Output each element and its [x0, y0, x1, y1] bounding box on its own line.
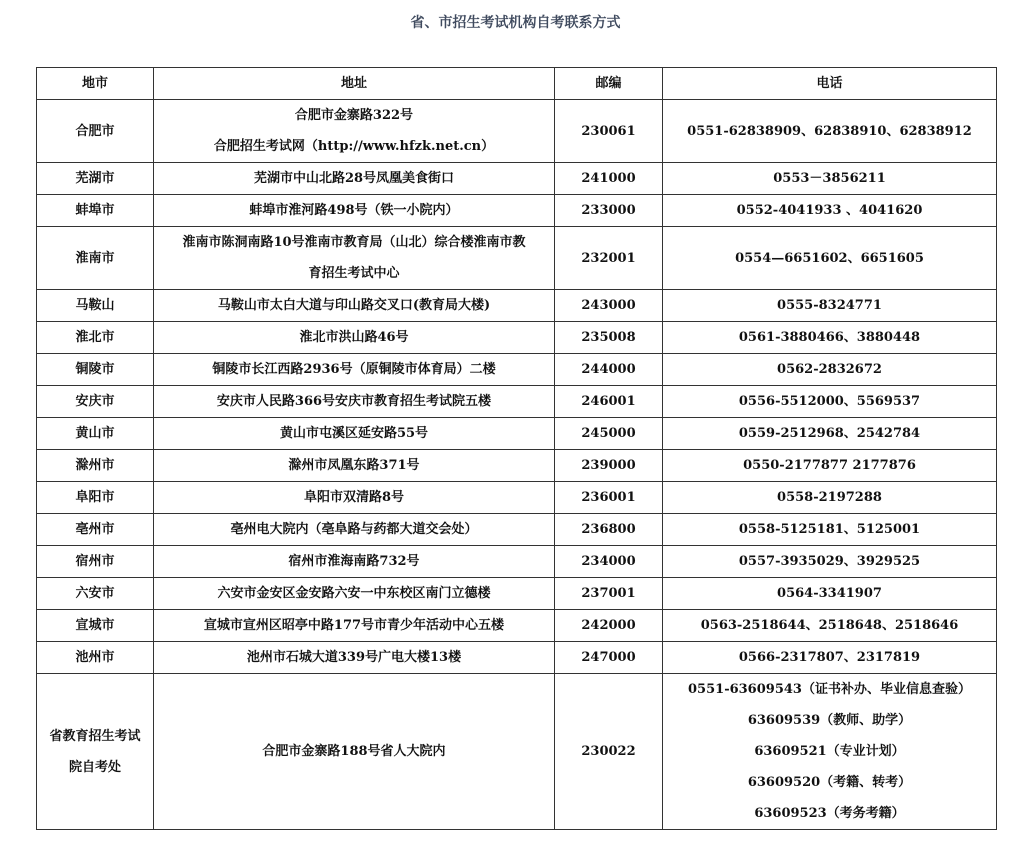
cell-city: 亳州市 — [37, 514, 154, 546]
header-phone: 电话 — [663, 68, 997, 100]
cell-phone-line: 63609539（教师、助学） — [747, 713, 912, 728]
cell-address-line: 宣城市宣州区昭亭中路177号市青少年活动中心五楼 — [203, 618, 505, 633]
cell-city-line: 省教育招生考试 — [49, 728, 141, 744]
cell-phone-line: 0551-62838909、62838910、62838912 — [687, 123, 972, 139]
cell-city: 合肥市 — [37, 100, 154, 163]
cell-address — [154, 386, 555, 418]
cell-address-line: 育招生考试中心 — [308, 266, 400, 281]
cell-phone — [663, 354, 997, 386]
cell-phone — [663, 642, 997, 674]
cell-phone-line: 0556-5512000、5569537 — [738, 394, 921, 409]
cell-phone — [663, 674, 997, 830]
cell-postcode: 230061 — [555, 100, 663, 163]
cell-city-line: 院自考处 — [68, 759, 121, 775]
header-city: 地市 — [37, 68, 154, 100]
table-row — [37, 100, 997, 163]
cell-address — [154, 514, 555, 546]
cell-phone-line: 0557-3935029、3929525 — [738, 554, 921, 569]
cell-address — [154, 418, 555, 450]
cell-postcode: 244000 — [555, 354, 663, 386]
cell-phone-line: 0561-3880466、3880448 — [738, 330, 921, 345]
table-row — [37, 610, 997, 642]
table-row — [37, 195, 997, 227]
cell-postcode: 241000 — [555, 163, 663, 195]
cell-address-line: 合肥招生考试网（http://www.hfzk.net.cn） — [213, 139, 495, 154]
cell-phone-line: 0562-2832672 — [777, 362, 882, 377]
table-row — [37, 163, 997, 195]
cell-address — [154, 610, 555, 642]
cell-address-line: 池州市石城大道339号广电大楼13楼 — [246, 650, 462, 665]
header-postcode: 邮编 — [555, 68, 663, 100]
cell-city: 马鞍山 — [37, 290, 154, 322]
cell-address-line: 黄山市屯溪区延安路55号 — [279, 426, 429, 441]
cell-address — [154, 195, 555, 227]
cell-postcode: 245000 — [555, 418, 663, 450]
cell-address — [154, 578, 555, 610]
page-title: 省、市招生考试机构自考联系方式 — [410, 15, 621, 31]
cell-phone-line: 0563-2518644、2518648、2518646 — [700, 618, 959, 633]
cell-address — [154, 450, 555, 482]
cell-city: 芜湖市 — [37, 163, 154, 195]
cell-phone-line: 0551-63609543（证书补办、毕业信息查验） — [688, 682, 971, 697]
cell-phone-line: 0554—6651602、6651605 — [735, 250, 924, 266]
cell-phone — [663, 450, 997, 482]
table-row — [37, 290, 997, 322]
cell-address — [154, 322, 555, 354]
cell-address — [154, 163, 555, 195]
cell-address — [154, 674, 555, 830]
cell-postcode: 237001 — [555, 578, 663, 610]
table-row — [37, 546, 997, 578]
cell-address-line: 阜阳市双清路8号 — [303, 490, 405, 505]
cell-phone — [663, 195, 997, 227]
cell-address-line: 亳州电大院内（亳阜路与药都大道交会处） — [230, 522, 478, 537]
table-row — [37, 642, 997, 674]
table-body — [37, 100, 997, 830]
cell-city: 黄山市 — [37, 418, 154, 450]
table-row — [37, 674, 997, 830]
cell-phone-line: 0559-2512968、2542784 — [738, 426, 921, 441]
cell-city: 淮南市 — [37, 227, 154, 290]
cell-phone — [663, 546, 997, 578]
cell-address-line: 滁州市凤凰东路371号 — [288, 458, 420, 473]
cell-postcode: 242000 — [555, 610, 663, 642]
cell-address-line: 六安市金安区金安路六安一中东校区南门立德楼 — [217, 586, 491, 601]
cell-address — [154, 482, 555, 514]
cell-postcode: 234000 — [555, 546, 663, 578]
cell-phone — [663, 514, 997, 546]
cell-phone-line: 0550-2177877 2177876 — [743, 458, 916, 473]
cell-phone-line: 0566-2317807、2317819 — [738, 650, 921, 665]
cell-postcode: 233000 — [555, 195, 663, 227]
cell-postcode: 243000 — [555, 290, 663, 322]
cell-phone-line: 0552-4041933 、4041620 — [736, 203, 923, 218]
cell-city: 六安市 — [37, 578, 154, 610]
cell-address-line: 芜湖市中山北路28号凤凰美食街口 — [253, 171, 455, 186]
cell-phone — [663, 386, 997, 418]
cell-postcode: 239000 — [555, 450, 663, 482]
cell-postcode: 236800 — [555, 514, 663, 546]
cell-city: 蚌埠市 — [37, 195, 154, 227]
table-row — [37, 418, 997, 450]
cell-postcode: 247000 — [555, 642, 663, 674]
cell-address — [154, 546, 555, 578]
cell-city: 池州市 — [37, 642, 154, 674]
cell-postcode: 235008 — [555, 322, 663, 354]
cell-phone-line: 63609520（考籍、转考） — [747, 775, 912, 790]
table-row — [37, 450, 997, 482]
cell-city: 安庆市 — [37, 386, 154, 418]
cell-phone-line: 63609523（考务考籍） — [754, 806, 905, 821]
cell-address-line: 安庆市人民路366号安庆市教育招生考试院五楼 — [216, 394, 492, 409]
table-row — [37, 578, 997, 610]
cell-city: 宣城市 — [37, 610, 154, 642]
cell-postcode: 230022 — [555, 674, 663, 830]
cell-phone-line: 0558-5125181、5125001 — [738, 522, 921, 537]
cell-phone — [663, 290, 997, 322]
cell-address-line: 淮南市陈洞南路10号淮南市教育局（山北）综合楼淮南市教 — [182, 235, 526, 250]
cell-phone-line: 0564-3341907 — [777, 586, 882, 601]
table-row — [37, 514, 997, 546]
cell-city: 滁州市 — [37, 450, 154, 482]
cell-address — [154, 290, 555, 322]
cell-phone — [663, 163, 997, 195]
cell-address — [154, 100, 555, 163]
cell-postcode: 236001 — [555, 482, 663, 514]
cell-address — [154, 227, 555, 290]
cell-address-line: 合肥市金寨路188号省人大院内 — [262, 744, 446, 759]
cell-phone-line: 0553－3856211 — [773, 171, 886, 186]
cell-phone — [663, 418, 997, 450]
cell-city: 宿州市 — [37, 546, 154, 578]
cell-postcode: 246001 — [555, 386, 663, 418]
cell-city: 淮北市 — [37, 322, 154, 354]
cell-phone-line: 0555-8324771 — [777, 298, 882, 313]
cell-address-line: 铜陵市长江西路2936号（原铜陵市体育局）二楼 — [212, 362, 496, 377]
table-row — [37, 386, 997, 418]
table-row — [37, 322, 997, 354]
cell-address-line: 宿州市淮海南路732号 — [288, 554, 420, 569]
cell-address-line: 淮北市洪山路46号 — [299, 330, 409, 345]
cell-postcode: 232001 — [555, 227, 663, 290]
table-row — [37, 227, 997, 290]
table-row — [37, 354, 997, 386]
cell-phone — [663, 322, 997, 354]
cell-phone-line: 0558-2197288 — [777, 490, 882, 505]
cell-city — [37, 674, 154, 830]
cell-address — [154, 642, 555, 674]
cell-city: 铜陵市 — [37, 354, 154, 386]
cell-address-line: 合肥市金寨路322号 — [294, 108, 414, 123]
cell-phone — [663, 610, 997, 642]
table-header-row — [37, 68, 997, 100]
cell-address-line: 马鞍山市太白大道与印山路交叉口(教育局大楼) — [217, 298, 491, 313]
cell-phone — [663, 482, 997, 514]
cell-phone — [663, 227, 997, 290]
cell-phone — [663, 100, 997, 163]
table-row — [37, 482, 997, 514]
cell-phone-line: 63609521（专业计划） — [754, 744, 905, 759]
header-address: 地址 — [154, 68, 555, 100]
contacts-table — [36, 67, 997, 830]
cell-city: 阜阳市 — [37, 482, 154, 514]
cell-address — [154, 354, 555, 386]
cell-address-line: 蚌埠市淮河路498号（铁一小院内） — [249, 203, 459, 218]
cell-phone — [663, 578, 997, 610]
